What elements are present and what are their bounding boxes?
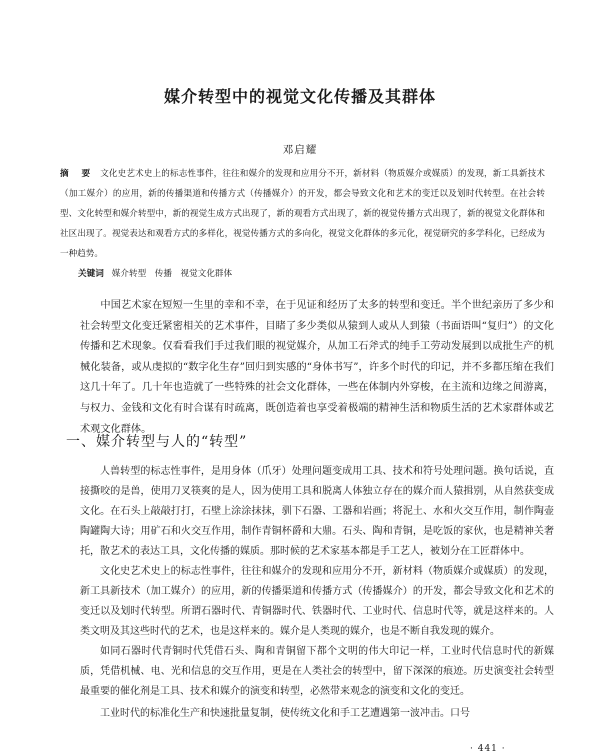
abstract-text: 文化史艺术史上的标志性事件，往往和媒介的发现和应用分不开，新材料（物质媒介或媒质）的发现，新工具新技术（加工媒介）的应用，新的传播渠道和传播方式（传播媒介）的开发，都会导致文化和艺术的变迁以及划时代转型。在社会转型、文化转型和媒介转型中，新的视觉生成方式出现了，新的观看方式出现了，新的视觉传播方式出现了，新的视觉文化群体和社区出现了。视觉表达和观看方式的多样化，视觉传播方式的多向化，视觉文化群体的多元化，视觉研究的多学科化，已经成为一种趋势。	[60, 169, 545, 259]
paragraph: 文化史艺术史上的标志性事件，往往和媒介的发现和应用分不开，新材料（物质媒介或媒质）的发现，新工具新技术（加工媒介）的应用，新的传播渠道和传播方式（传播媒介）的开发，都会导致文化和艺术的变迁以及划时代转型。所谓石器时代、青铜器时代、铁器时代、工业时代、信息时代等，就是这样来的。人类文明及其这些时代的艺术，也是这样来的。媒介是人类现的媒介，也是不断自我发现的媒介。	[80, 566, 554, 637]
article-title: 媒介转型中的视觉文化传播及其群体	[163, 87, 436, 106]
intro-section	[80, 296, 554, 440]
abstract-label: 摘 要	[60, 169, 93, 179]
paragraph: 中国艺术家在短短一生里的幸和不幸，在于见证和经历了太多的转型和变迁。半个世纪亲历了多少和社会转型文化变迁紧密相关的艺术事件，目睹了多少类似从猿到人或从人到猿（书面语叫“复归”）的文化传播和艺术现象。仅看看我们手过我们眼的视觉媒介，从加工石斧式的纯手工劳动发展到以成批生产的机械化装备，或从虔拟的“数字化生存”回归到实感的“身体书写”，许多个时代的印记，并不多都压缩在我们这几十年了。几十年也造就了一些特殊的社会文化群体，一些在体制内外穿梭，在主流和边缘之间游离，与权力、金钱和文化有时合谋有时疏离，既创造着也享受着极端的精神生活和物质生活的艺术家群体或艺术观文化群体。	[80, 300, 554, 435]
keywords-label: 关键词	[78, 269, 104, 279]
body-section	[80, 462, 554, 724]
keywords	[78, 266, 548, 282]
abstract	[60, 164, 545, 264]
keywords-text: 媒介转型 传播 视觉文化群体	[111, 269, 233, 279]
paragraph: 人兽转型的标志性事件，是用身体（爪牙）处理问题变成用工具、技术和符号处理问题。换句话说，直接撕咬的是兽，使用刀叉筷爽的是人，因为使用工具和脱离人体独立存在的媒介而人猿揖别，从自然获变成文化。在石头上敲敲打打，石壁上涂涂抹抹，驯下石器、工器和岩画；将泥土、水和火交互作用，制作陶壶陶罐陶大诗；用矿石和火交互作用，制作青铜杯爵和大鼎。石头、陶和青铜，是吃饭的家伙，也是精神关奢托，散艺术的表达工具，文化传播的媒质。那时候的艺术家基本都是手工艺人，被划分在工匠群体中。	[80, 466, 554, 557]
page-number: · 441 ·	[470, 744, 506, 754]
paragraph: 如同石器时代青铜时代凭借石头、陶和青铜留下都个文明的伟大印记一样，工业时代信息时代的新媒质，凭借机械、电、光和信息的交互作用，更是在人类社会的转型中，留下深深的痕迹。历史演变社会转型最重要的催化剂是工具、技术和媒介的演变和转型，必然带来观念的演变和文化的变迁。	[80, 646, 554, 697]
paragraph: 工业时代的标准化生产和快速批量复制，使传统文化和手工艺遭遇第一波冲击。口号	[100, 708, 470, 719]
section-heading: 一、媒介转型与人的“转型”	[66, 434, 248, 450]
author-name: 邓启耀	[282, 144, 318, 156]
